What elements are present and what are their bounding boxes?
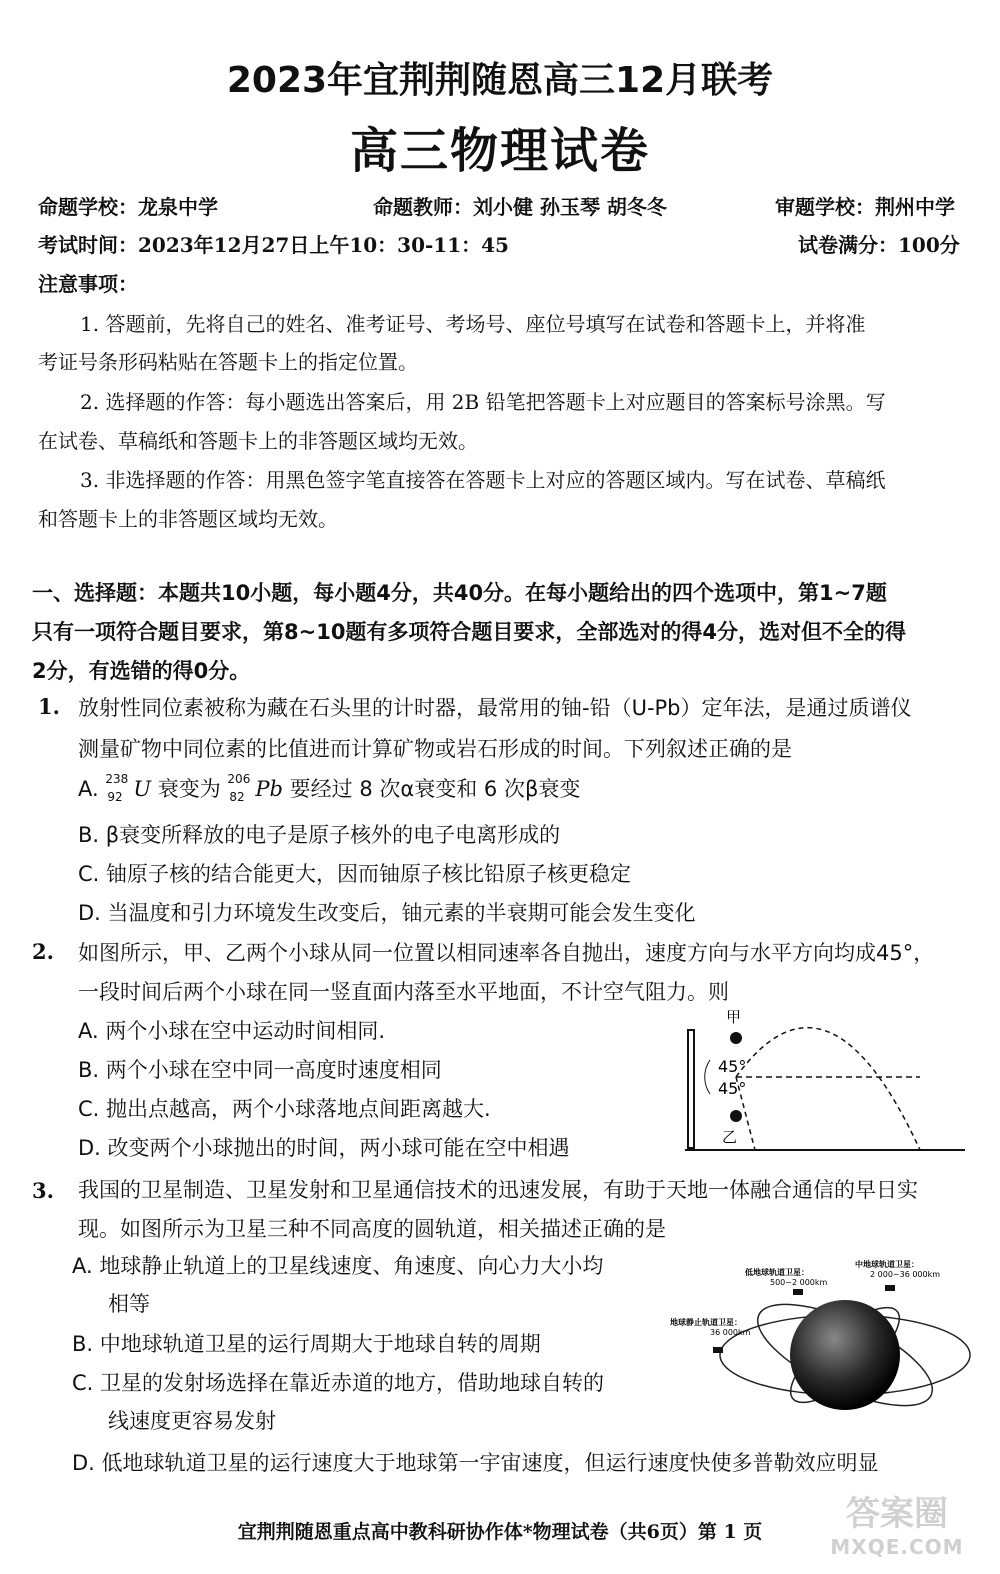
meta-reviewer: 审题学校：荆州中学 bbox=[775, 195, 955, 219]
q3-number: 3. bbox=[32, 1178, 54, 1203]
exam-title: 2023年宜荆荆随恩高三12月联考 bbox=[226, 60, 774, 101]
q1-option-a: A. 238 92 U 衰变为 206 82 Pb 要经过 8 次α衰变和 6 次β衰变 bbox=[78, 772, 581, 804]
note-2-line-1: 2. 选择题的作答：每小题选出答案后，用 2B 铅笔把答题卡上对应题目的答案标号涂黑。写 bbox=[80, 390, 886, 414]
q3-stem-line-1: 我国的卫星制造、卫星发射和卫星通信技术的迅速发展，有助于天地一体融合通信的早日实 bbox=[78, 1178, 918, 1202]
leo-satellite-icon bbox=[793, 1289, 803, 1295]
note-2-line-2: 在试卷、草稿纸和答题卡上的非答题区域均无效。 bbox=[38, 429, 478, 453]
wall bbox=[688, 1030, 694, 1148]
q2-option-c: C. 抛出点越高，两个小球落地点间距离越大. bbox=[78, 1097, 491, 1121]
q1-option-c: C. 铀原子核的结合能更大，因而铀原子核比铅原子核更稳定 bbox=[78, 862, 632, 886]
q1-stem-line-1: 放射性同位素被称为藏在石头里的计时器，最常用的铀-铅（U-Pb）定年法，是通过质谱仪 bbox=[78, 696, 912, 720]
note-1-line-2: 考证号条形码粘贴在答题卡上的指定位置。 bbox=[38, 350, 418, 374]
leo-label: 低地球轨道卫星： bbox=[745, 1268, 809, 1277]
q2-stem-line-2: 一段时间后两个小球在同一竖直面内落至水平地面，不计空气阻力。则 bbox=[78, 980, 729, 1004]
meta-school: 命题学校：龙泉中学 bbox=[38, 195, 218, 219]
geo-satellite-icon bbox=[713, 1347, 723, 1353]
q2-option-b: B. 两个小球在空中同一高度时速度相同 bbox=[78, 1058, 442, 1082]
q1-stem-line-2: 测量矿物中同位素的比值进而计算矿物或岩石形成的时间。下列叙述正确的是 bbox=[78, 737, 792, 761]
lead-isotope: 206 82 bbox=[227, 772, 251, 804]
note-3-line-1: 3. 非选择题的作答：用黑色签字笔直接答在答题卡上对应的答题区域内。写在试卷、草稿纸 bbox=[80, 468, 886, 492]
q2-projectile-figure bbox=[680, 1010, 970, 1165]
q3-option-c-line-2: 线速度更容易发射 bbox=[108, 1409, 276, 1433]
section-1-line-3: 2分，有选错的得0分。 bbox=[32, 659, 251, 683]
label-jia: 甲 bbox=[726, 1010, 742, 1026]
label-yi: 乙 bbox=[722, 1128, 738, 1146]
geo-label: 地球静止轨道卫星： bbox=[670, 1318, 742, 1327]
label-angle-up: 45° bbox=[718, 1057, 747, 1076]
site-watermark bbox=[812, 1486, 982, 1566]
q1-number: 1. bbox=[38, 694, 60, 719]
exam-subtitle: 高三物理试卷 bbox=[349, 123, 650, 179]
q2-number: 2. bbox=[32, 939, 54, 964]
earth bbox=[790, 1300, 900, 1410]
q3-option-a-line-2: 相等 bbox=[108, 1292, 150, 1316]
trajectory-jia bbox=[736, 1028, 920, 1150]
q1-option-d: D. 当温度和引力环境发生改变后，铀元素的半衰期可能会发生变化 bbox=[78, 901, 696, 925]
q2-option-d: D. 改变两个小球抛出的时间，两小球可能在空中相遇 bbox=[78, 1136, 570, 1160]
angle-arc bbox=[705, 1060, 710, 1094]
geo-range: 36 000km bbox=[710, 1328, 751, 1337]
note-1-line-1: 1. 答题前，先将自己的姓名、准考证号、考场号、座位号填写在试卷和答题卡上，并将准 bbox=[80, 312, 866, 336]
meo-range: 2 000~36 000km bbox=[870, 1270, 941, 1279]
page-footer: 宜荆荆随恩重点高中教科研协作体*物理试卷（共6页）第 1 页 bbox=[237, 1521, 763, 1543]
ball-jia bbox=[730, 1032, 742, 1044]
q3-stem-line-2: 现。如图所示为卫星三种不同高度的圆轨道，相关描述正确的是 bbox=[78, 1217, 666, 1241]
meo-satellite-icon bbox=[885, 1285, 895, 1291]
label-angle-down: 45° bbox=[718, 1079, 747, 1098]
watermark-bottom: MXQE.COM bbox=[830, 1535, 964, 1559]
note-3-line-2: 和答题卡上的非答题区域均无效。 bbox=[38, 507, 338, 531]
watermark-top: 答案圈 bbox=[846, 1494, 948, 1534]
q3-option-d: D. 低地球轨道卫星的运行速度大于地球第一宇宙速度，但运行速度快使多普勒效应明显 bbox=[72, 1451, 879, 1475]
q2-option-a: A. 两个小球在空中运动时间相同. bbox=[78, 1019, 386, 1043]
section-1-line-1: 一、选择题：本题共10小题，每小题4分，共40分。在每小题给出的四个选项中，第1~7题 bbox=[32, 581, 887, 605]
ball-yi bbox=[730, 1110, 742, 1122]
q3-orbit-figure bbox=[665, 1255, 975, 1435]
q1-option-b: B. β衰变所释放的电子是原子核外的电子电离形成的 bbox=[78, 823, 561, 847]
meta-teachers: 命题教师：刘小健 孙玉琴 胡冬冬 bbox=[373, 195, 667, 219]
q3-option-c-line-1: C. 卫星的发射场选择在靠近赤道的地方，借助地球自转的 bbox=[72, 1371, 605, 1395]
uranium-isotope: 238 92 bbox=[105, 772, 129, 804]
q2-stem-line-1: 如图所示，甲、乙两个小球从同一位置以相同速率各自抛出，速度方向与水平方向均成45°， bbox=[78, 941, 935, 965]
leo-range: 500~2 000km bbox=[770, 1278, 828, 1287]
meta-score: 试卷满分：100分 bbox=[798, 233, 960, 257]
meo-label: 中地球轨道卫星： bbox=[855, 1260, 919, 1269]
q3-option-a-line-1: A. 地球静止轨道上的卫星线速度、角速度、向心力大小均 bbox=[72, 1254, 604, 1278]
meta-time: 考试时间：2023年12月27日上午10：30-11：45 bbox=[38, 233, 509, 257]
notes-heading: 注意事项： bbox=[38, 272, 138, 296]
section-1-line-2: 只有一项符合题目要求，第8~10题有多项符合题目要求，全部选对的得4分，选对但不全的得 bbox=[32, 620, 907, 644]
q3-option-b: B. 中地球轨道卫星的运行周期大于地球自转的周期 bbox=[72, 1332, 541, 1356]
